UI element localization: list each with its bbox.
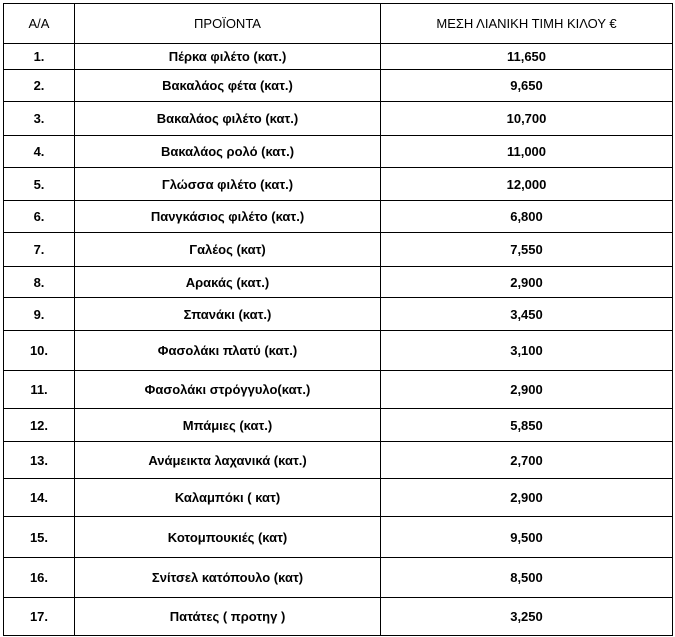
row-price: 6,800 [381, 201, 673, 233]
row-price: 3,100 [381, 331, 673, 371]
row-product: Βακαλάος φέτα (κατ.) [75, 70, 381, 102]
row-index: 5. [4, 168, 75, 201]
row-price: 2,900 [381, 479, 673, 517]
row-price: 2,700 [381, 442, 673, 479]
row-product: Πατάτες ( προτηγ ) [75, 598, 381, 636]
table-row [4, 298, 673, 331]
header-row [4, 4, 673, 44]
table-row [4, 168, 673, 201]
row-index: 7. [4, 233, 75, 267]
header-index: A/A [4, 4, 75, 44]
row-product: Σπανάκι (κατ.) [75, 298, 381, 331]
row-product: Καλαμπόκι ( κατ) [75, 479, 381, 517]
row-price: 5,850 [381, 409, 673, 442]
row-price: 11,000 [381, 136, 673, 168]
table-row [4, 267, 673, 298]
row-index: 15. [4, 517, 75, 558]
row-index: 10. [4, 331, 75, 371]
row-index: 1. [4, 44, 75, 70]
row-index: 8. [4, 267, 75, 298]
table-row [4, 44, 673, 70]
row-product: Μπάμιες (κατ.) [75, 409, 381, 442]
table-row [4, 409, 673, 442]
table-row [4, 233, 673, 267]
row-index: 4. [4, 136, 75, 168]
row-price: 2,900 [381, 267, 673, 298]
row-product: Βακαλάος φιλέτο (κατ.) [75, 102, 381, 136]
table-row [4, 371, 673, 409]
row-price: 3,250 [381, 598, 673, 636]
row-product: Αρακάς (κατ.) [75, 267, 381, 298]
table-row [4, 517, 673, 558]
table-row [4, 598, 673, 636]
table-row [4, 70, 673, 102]
row-index: 12. [4, 409, 75, 442]
row-price: 9,500 [381, 517, 673, 558]
table-row [4, 331, 673, 371]
table-row [4, 479, 673, 517]
row-index: 11. [4, 371, 75, 409]
table-row [4, 201, 673, 233]
row-price: 3,450 [381, 298, 673, 331]
row-product: Βακαλάος ρολό (κατ.) [75, 136, 381, 168]
row-product: Φασολάκι πλατύ (κατ.) [75, 331, 381, 371]
row-index: 3. [4, 102, 75, 136]
row-index: 2. [4, 70, 75, 102]
row-product: Πανγκάσιος φιλέτο (κατ.) [75, 201, 381, 233]
row-price: 12,000 [381, 168, 673, 201]
header-product: ΠΡΟΪΟΝΤΑ [75, 4, 381, 44]
row-index: 17. [4, 598, 75, 636]
row-price: 9,650 [381, 70, 673, 102]
row-price: 8,500 [381, 558, 673, 598]
row-product: Σνίτσελ κατόπουλο (κατ) [75, 558, 381, 598]
row-index: 16. [4, 558, 75, 598]
row-product: Γλώσσα φιλέτο (κατ.) [75, 168, 381, 201]
row-product: Πέρκα φιλέτο (κατ.) [75, 44, 381, 70]
row-price: 10,700 [381, 102, 673, 136]
row-index: 14. [4, 479, 75, 517]
row-index: 13. [4, 442, 75, 479]
row-product: Ανάμεικτα λαχανικά (κατ.) [75, 442, 381, 479]
row-index: 6. [4, 201, 75, 233]
row-index: 9. [4, 298, 75, 331]
row-price: 7,550 [381, 233, 673, 267]
row-price: 11,650 [381, 44, 673, 70]
table-row [4, 558, 673, 598]
table-row [4, 136, 673, 168]
table-row [4, 442, 673, 479]
row-product: Φασολάκι στρόγγυλο(κατ.) [75, 371, 381, 409]
row-product: Κοτομπουκιές (κατ) [75, 517, 381, 558]
row-product: Γαλέος (κατ) [75, 233, 381, 267]
table-row [4, 102, 673, 136]
price-table [3, 3, 673, 636]
row-price: 2,900 [381, 371, 673, 409]
header-price: ΜΕΣΗ ΛΙΑΝΙΚΗ ΤΙΜΗ ΚΙΛΟΥ € [381, 4, 673, 44]
